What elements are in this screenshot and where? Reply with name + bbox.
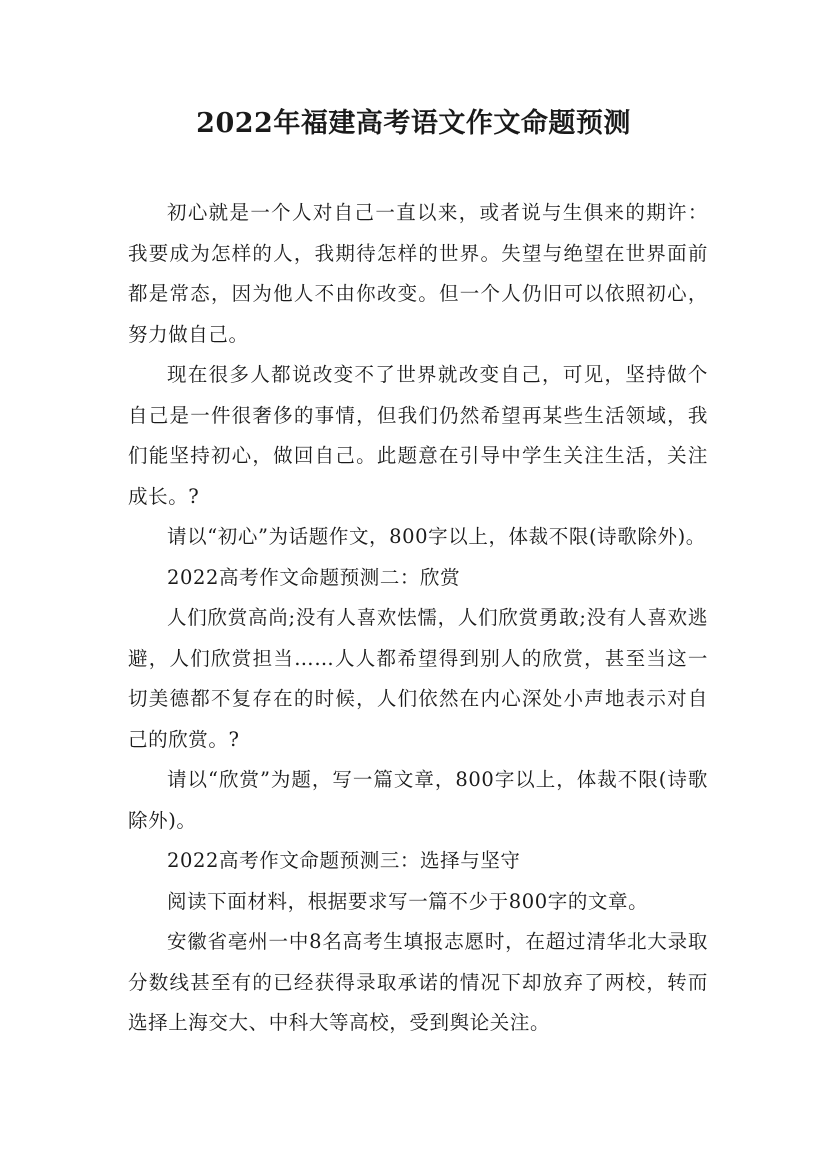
document-body [128, 193, 708, 1044]
paragraph-6: 请以“欣赏”为题，写一篇文章，800字以上，体裁不限(诗歌除外)。 [128, 768, 708, 832]
section-heading-3: 2022高考作文命题预测三：选择与坚守 [167, 849, 521, 872]
section-heading-2: 2022高考作文命题预测二：欣赏 [167, 565, 461, 589]
paragraph-1: 初心就是一个人对自己一直以来，或者说与生俱来的期许：我要成为怎样的人，我期待怎样的世界。失望与绝望在世界面前都是常态，因为他人不由你改变。但一个人仍旧可以依照初心，努力做自己。 [128, 201, 708, 346]
paragraph-9: 安徽省亳州一中8名高考生填报志愿时，在超过清华北大录取分数线甚至有的已经获得录取承诺的情况下却放弃了两校，转而选择上海交大、中科大等高校，受到舆论关注。 [128, 930, 708, 1034]
paragraph-2: 现在很多人都说改变不了世界就改变自己，可见，坚持做个自己是一件很奢侈的事情，但我们仍然希望再某些生活领域，我们能坚持初心，做回自己。此题意在引导中学生关注生活，关注成长。? [128, 363, 708, 508]
document-title: 2022年福建高考语文作文命题预测 [196, 108, 631, 139]
paragraph-5: 人们欣赏高尚;没有人喜欢怯懦，人们欣赏勇敢;没有人喜欢逃避，人们欣赏担当……人人都希望得到别人的欣赏，甚至当这一切美德都不复存在的时候，人们依然在内心深处小声地表示对自己的欣赏。? [128, 606, 708, 751]
paragraph-8: 阅读下面材料，根据要求写一篇不少于800字的文章。 [167, 889, 649, 913]
paragraph-3: 请以“初心”为话题作文，800字以上，体裁不限(诗歌除外)。 [167, 525, 706, 548]
